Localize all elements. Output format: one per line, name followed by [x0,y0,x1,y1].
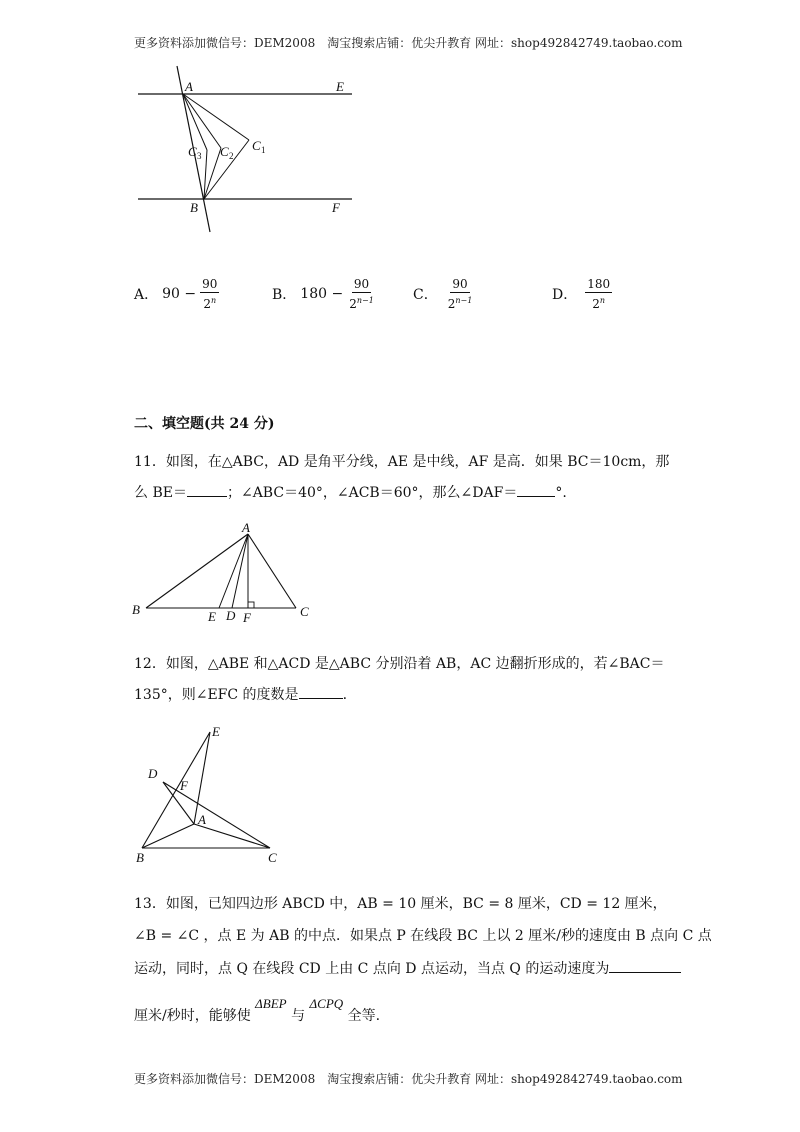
q13-line1: 13．如图，已知四边形 ABCD 中，AB = 10 厘米，BC = 8 厘米，CD = 12 厘米， [134,896,667,912]
fig1-label-c2-sub: 2 [229,151,234,161]
q11-blank-daf[interactable] [517,482,555,497]
fig3-label-c: C [268,850,277,865]
fig2-label-e: E [208,609,216,624]
fig2-label-c: C [300,604,309,619]
q13-blank-speed[interactable] [609,958,681,973]
fig2-label-b: B [132,602,140,617]
option-d[interactable] [552,276,612,312]
option-a-fraction [200,276,219,312]
fig1-label-c2: C [220,144,229,159]
page-header: 更多资料添加微信号：DEM2008 淘宝搜索店铺：优尖升教育 网址：shop492842749.taobao.com [134,36,683,50]
fig2-label-f: F [243,610,251,625]
option-b-denominator: 2 [349,297,357,311]
section-title: 二、填空题(共 24 分) [134,416,275,432]
fig3-label-f: F [180,778,188,793]
fig1-label-c3: C [188,144,197,159]
q13-triangle-cpq: ΔCPQ [309,996,344,1011]
q13-text-b: 厘米/秒时，能够使 [134,1008,251,1024]
q13-text-and: 与 [291,1008,306,1024]
q12-line1: 12．如图，△ABE 和△ACD 是△ABC 分别沿着 AB，AC 边翻折形成的，若∠BAC＝ [134,656,665,672]
q11-line1: 11．如图，在△ABC，AD 是角平分线，AE 是中线，AF 是高．如果 BC＝10cm，那 [134,454,670,470]
option-d-label: D． [552,287,578,303]
fig1-label-c3-sub: 3 [197,151,202,161]
option-c-exponent: n−1 [455,296,473,305]
option-a-prefix: 90 − [162,286,197,302]
option-b-fraction [347,276,376,312]
q13-line2: ∠B = ∠C ，点 E 为 AB 的中点．如果点 P 在线段 BC 上以 2 厘米/秒的速度由 B 点向 C 点 [134,928,712,944]
page-footer: 更多资料添加微信号：DEM2008 淘宝搜索店铺：优尖升教育 网址：shop492842749.taobao.com [134,1072,683,1086]
option-c-numerator: 90 [452,277,468,291]
q13-triangle-bep: ΔBEP [255,996,287,1011]
option-b-prefix: 180 − [300,286,344,302]
q13-line4 [134,996,381,1026]
option-a-exponent: n [211,296,217,305]
figure-triangle-abc [128,520,328,630]
fig3-label-d: D [148,766,158,781]
q11-text-b: ；∠ABC＝40°，∠ACB＝60°，那么∠DAF＝ [226,485,518,501]
option-d-denominator: 2 [592,297,600,311]
q11-blank-be[interactable] [187,482,227,497]
option-a-denominator: 2 [203,297,211,311]
q12-blank-efc[interactable] [299,684,343,699]
fig3-label-b: B [136,850,144,865]
q13-line3 [134,958,681,979]
fig1-label-b: B [190,200,198,215]
fig1-label-c1: C [252,138,261,153]
q11-text-c: °. [555,485,567,501]
q13-text-a: 运动，同时，点 Q 在线段 CD 上由 C 点向 D 点运动，当点 Q 的运动速度为 [134,961,610,977]
fig1-label-f: F [332,200,340,215]
option-d-fraction [585,276,612,312]
option-c-fraction [446,276,475,312]
figure-parallel-lines [130,58,370,238]
q13-text-c: 全等. [347,1008,381,1024]
fig2-label-d: D [226,608,236,623]
option-b[interactable] [272,276,376,312]
option-c-denominator: 2 [447,297,456,311]
option-a-label: A． [134,287,159,303]
q11-text-a: 么 BE＝ [134,485,187,501]
fig1-label-e: E [336,79,344,94]
option-a-numerator: 90 [202,277,218,291]
option-c-label: C． [413,287,438,303]
option-d-exponent: n [599,296,606,305]
option-a[interactable] [134,276,219,312]
q11-line2 [134,482,567,503]
option-c[interactable] [413,276,474,312]
option-d-numerator: 180 [587,277,611,291]
option-b-label: B． [272,287,297,303]
q12-line2 [134,684,347,705]
fig2-label-a: A [242,520,250,535]
q12-text-a: 135°，则∠EFC 的度数是 [134,687,299,703]
option-b-exponent: n−1 [356,296,374,305]
fig3-label-e: E [212,724,220,739]
fig1-label-c1-sub: 1 [261,145,266,155]
q12-text-b: . [342,687,348,703]
fig3-label-a: A [198,812,206,827]
fig1-label-a: A [185,79,193,94]
option-b-numerator: 90 [353,277,370,291]
figure-folded-triangles [128,720,298,870]
